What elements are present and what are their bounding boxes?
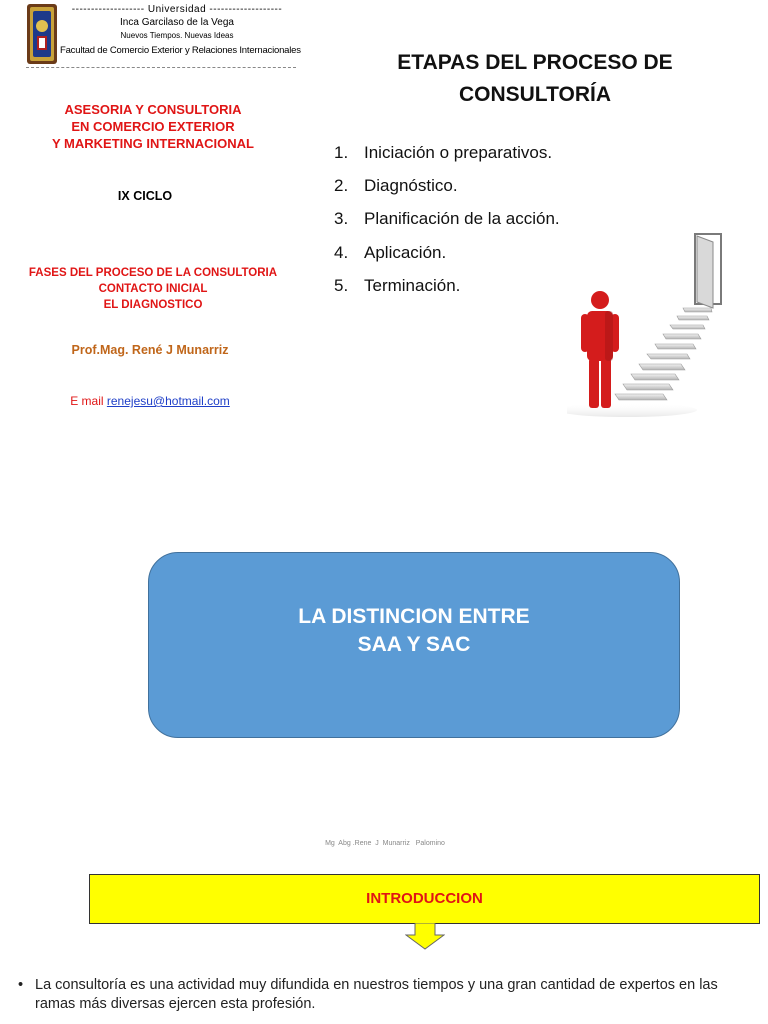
stairs-to-door-illustration [567,228,727,418]
professor-name: Prof.Mag. René J Munarriz [71,343,229,357]
phases-heading: FASES DEL PROCESO DE LA CONSULTORIA CONTACTO INICIAL EL DIAGNOSTICO [28,267,278,311]
header-motto: Nuevos Tiempos. Nuevas Ideas [120,31,234,40]
distinction-callout-text: LA DISTINCION ENTRE SAA Y SAC [298,605,530,656]
header-university-name: Inca Garcilaso de la Vega [120,17,234,28]
intro-banner-label: INTRODUCCION [366,890,483,907]
header-faculty: Facultad de Comercio Exterior y Relaciones Internacionales [60,45,301,56]
stage-text: Planificación de la acción. [364,209,560,229]
stage-text: Terminación. [364,275,461,295]
email-link[interactable]: renejesu@hotmail.com [106,394,230,408]
stage-number: 1. [334,143,349,162]
cycle-label: IX CICLO [117,189,173,203]
down-arrow-icon [405,923,445,950]
course-title: ASESORIA Y CONSULTORIA EN COMERCIO EXTERIOR Y MARKETING INTERNACIONAL [52,102,254,151]
stage-item [334,176,614,209]
stage-text: Aplicación. [364,242,447,262]
stage-number: 2. [334,176,349,196]
stage-number: 5. [334,275,349,295]
email-row [30,394,270,408]
intro-bullet-text: La consultoría es una actividad muy difundida en nuestros tiempos y una gran cantidad de expertos en las ramas más diversas ejercen esta profesión. [35,977,718,1012]
header-divider [26,67,296,68]
email-label: E mail [70,394,104,408]
university-crest-icon [26,2,58,66]
stage-number: 4. [334,242,349,262]
header-university: ------------------- Universidad ------------------- [71,4,283,15]
author-footer: Mg Abg .Rene J Munarriz Palomino [325,840,445,847]
stage-text: Diagnóstico. [364,176,458,196]
stage-number: 3. [334,209,349,229]
intro-bullet [18,976,758,1014]
stage-item [334,143,614,176]
stages-title: ETAPAS DEL PROCESO DE CONSULTORÍA [397,51,673,106]
stage-text: Iniciación o preparativos. [364,143,553,162]
bullet-point: • [18,977,24,993]
